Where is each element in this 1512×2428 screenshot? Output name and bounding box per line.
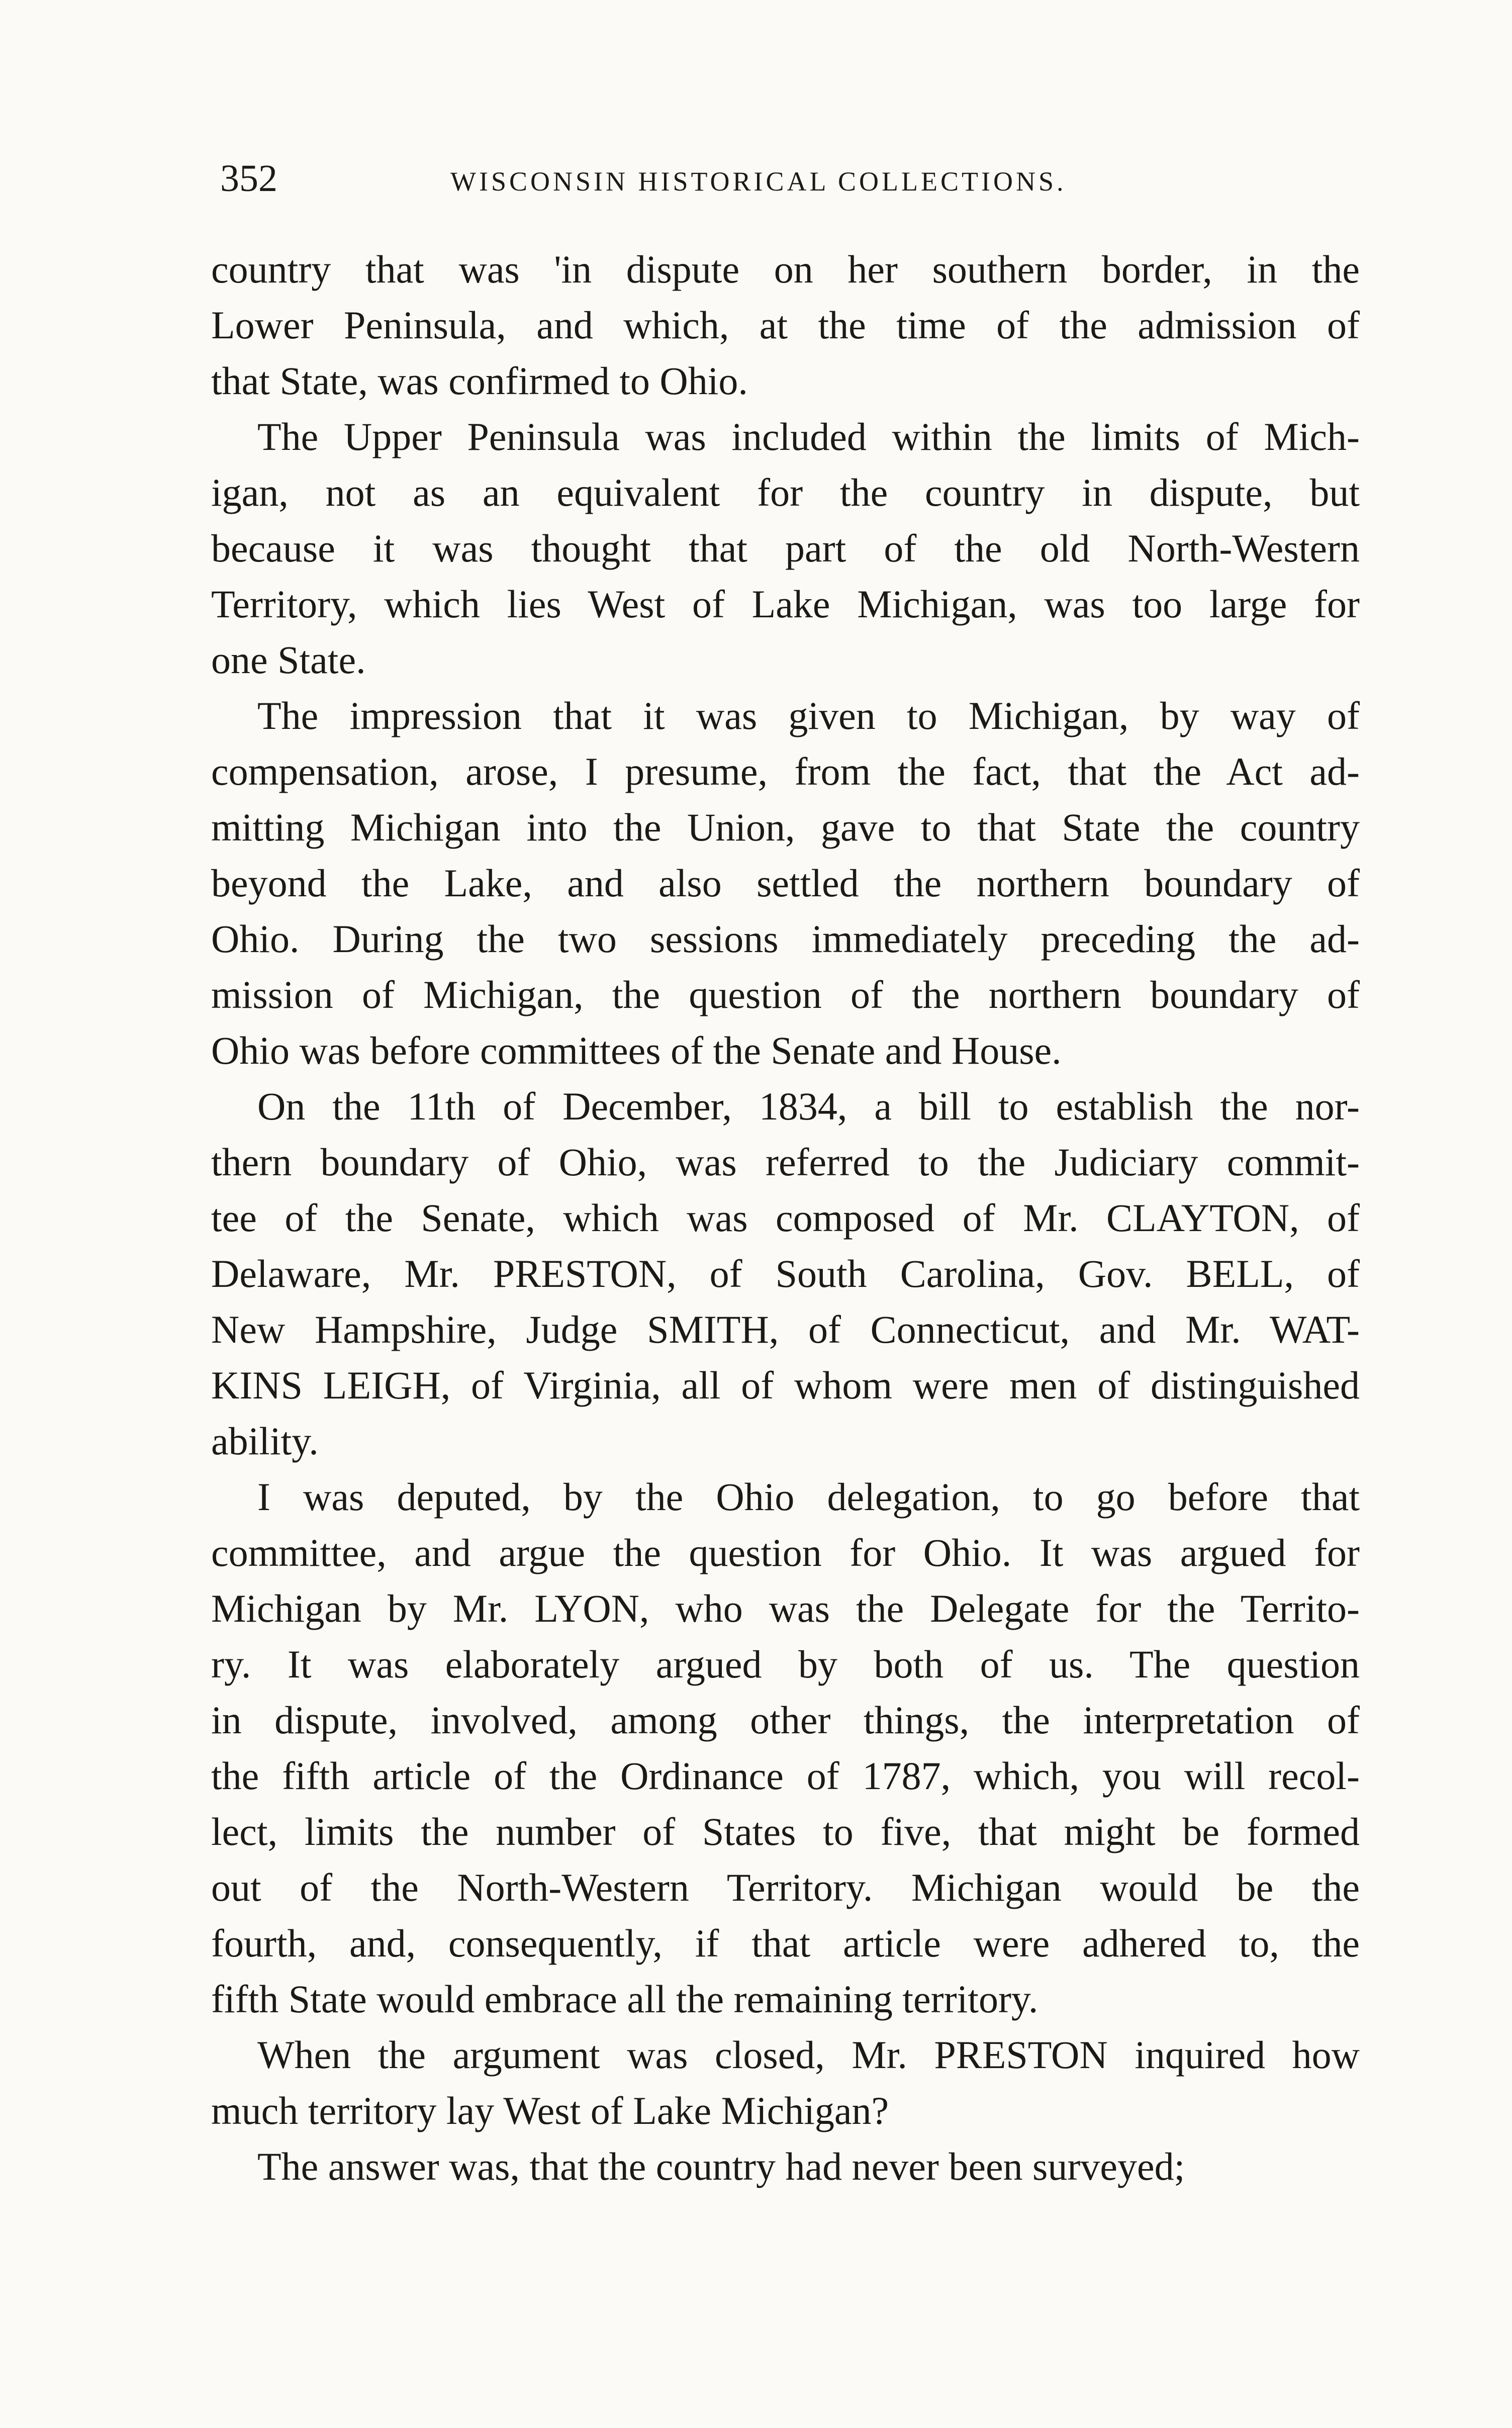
text-line: ability. xyxy=(211,1419,319,1463)
text-line: one State. xyxy=(211,638,366,682)
text-line: in dispute, involved, among other things, the interpretation of xyxy=(211,1698,1360,1742)
text-line: that State, was confirmed to Ohio. xyxy=(211,359,748,403)
text-line: country that was 'in dispute on her southern border, in the xyxy=(211,247,1360,291)
text-line: out of the North-Western Territory. Michigan would be the xyxy=(211,1865,1360,1909)
text-line: thern boundary of Ohio, was referred to the Judiciary commit- xyxy=(211,1140,1360,1184)
text-line: KINS LEIGH, of Virginia, all of whom were men of distinguished xyxy=(211,1363,1360,1407)
text-line: Ohio. During the two sessions immediately preceding the ad- xyxy=(211,917,1360,961)
paragraph-start-line: The Upper Peninsula was included within the limits of Mich- xyxy=(257,415,1360,458)
page-header xyxy=(220,151,1346,206)
text-line: much territory lay West of Lake Michigan? xyxy=(211,2089,889,2132)
text-line: fifth State would embrace all the remaining territory. xyxy=(211,1977,1038,2021)
text-line: the fifth article of the Ordinance of 1787, which, you will recol- xyxy=(211,1754,1360,1798)
text-line: Territory, which lies West of Lake Michigan, was too large for xyxy=(211,582,1360,626)
text-line: ry. It was elaborately argued by both of us. The question xyxy=(211,1642,1360,1686)
text-line: because it was thought that part of the old North-Western xyxy=(211,526,1360,570)
paragraph-start-line: On the 11th of December, 1834, a bill to establish the nor- xyxy=(257,1084,1360,1128)
text-line: Delaware, Mr. PRESTON, of South Carolina, Gov. BELL, of xyxy=(211,1252,1360,1295)
text-line: New Hampshire, Judge SMITH, of Connecticut, and Mr. WAT- xyxy=(211,1308,1360,1351)
text-line: Michigan by Mr. LYON, who was the Delegate for the Territo- xyxy=(211,1586,1360,1630)
text-line: mission of Michigan, the question of the northern boundary of xyxy=(211,973,1360,1016)
text-line: fourth, and, consequently, if that article were adhered to, the xyxy=(211,1921,1360,1965)
text-line: Lower Peninsula, and which, at the time of the admission of xyxy=(211,303,1360,347)
body-text xyxy=(211,241,1360,2194)
page-number: 352 xyxy=(220,157,277,200)
paragraph-start-line: When the argument was closed, Mr. PRESTON inquired how xyxy=(257,2033,1360,2077)
text-line: mitting Michigan into the Union, gave to that State the country xyxy=(211,805,1360,849)
text-line: committee, and argue the question for Ohio. It was argued for xyxy=(211,1531,1360,1574)
running-head: WISCONSIN HISTORICAL COLLECTIONS. xyxy=(450,166,1067,197)
text-line: lect, limits the number of States to five, that might be formed xyxy=(211,1810,1360,1853)
text-line: beyond the Lake, and also settled the northern boundary of xyxy=(211,861,1360,905)
text-line: igan, not as an equivalent for the country in dispute, but xyxy=(211,471,1360,514)
text-line: Ohio was before committees of the Senate and House. xyxy=(211,1029,1062,1072)
paragraph-start-line: The impression that it was given to Michigan, by way of xyxy=(257,694,1360,737)
paragraph-start-line: The answer was, that the country had never been surveyed; xyxy=(257,2144,1185,2188)
text-line: tee of the Senate, which was composed of Mr. CLAYTON, of xyxy=(211,1196,1360,1240)
paragraph-start-line: I was deputed, by the Ohio delegation, to go before that xyxy=(257,1475,1360,1519)
text-line: compensation, arose, I presume, from the fact, that the Act ad- xyxy=(211,750,1360,793)
